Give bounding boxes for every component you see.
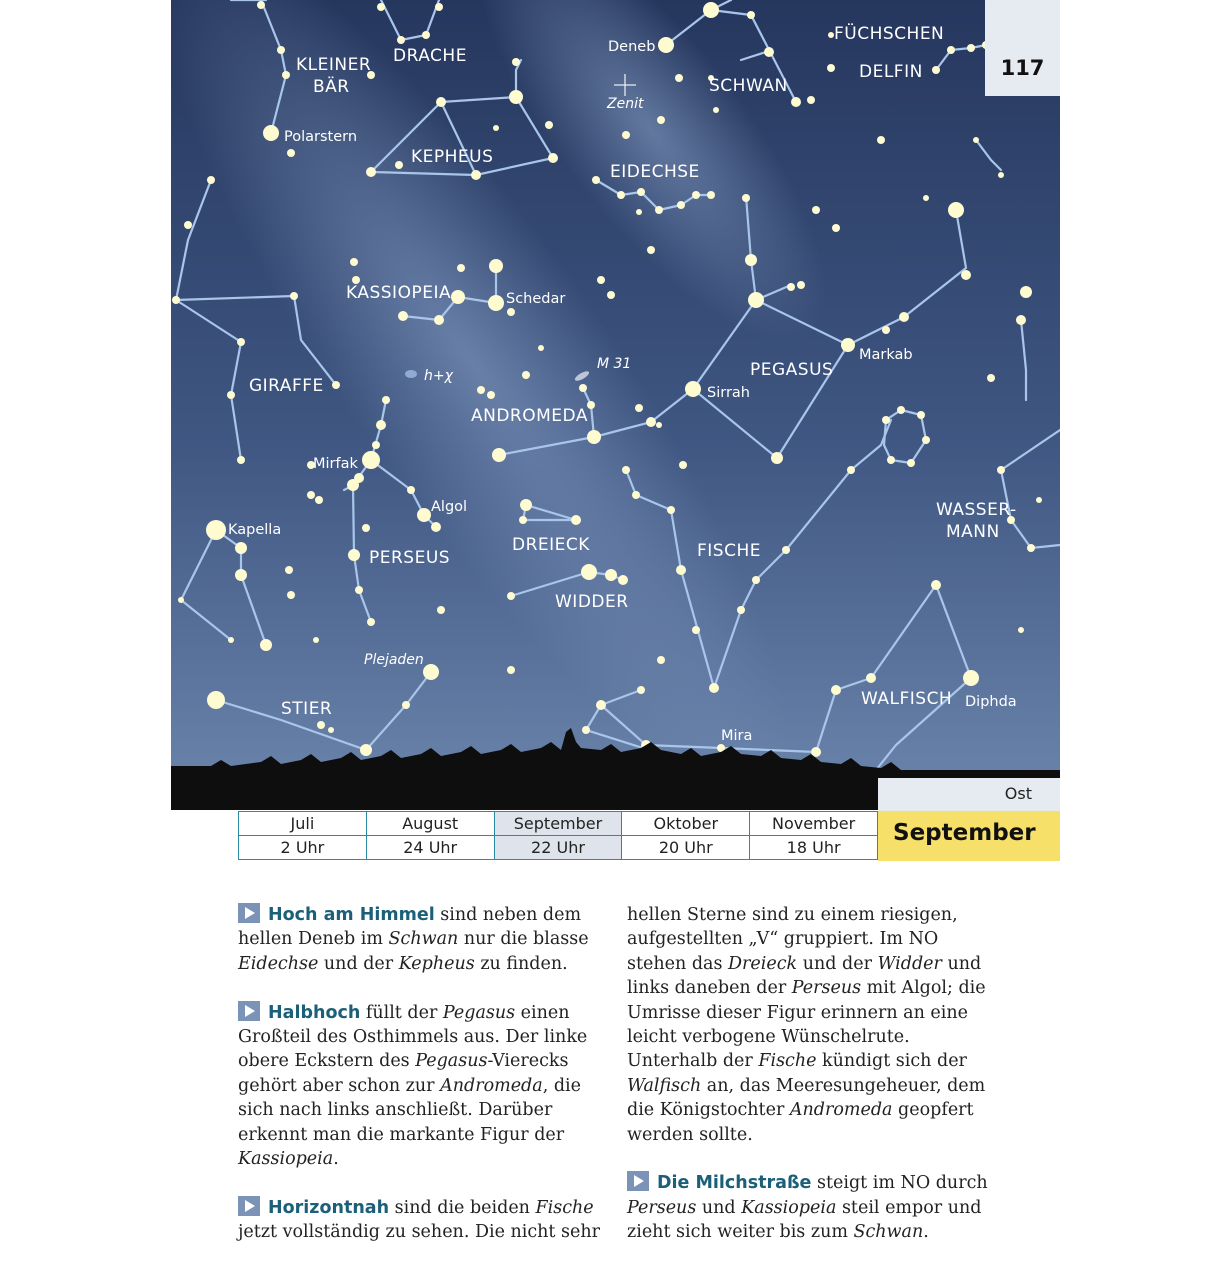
table-cell-month: August — [366, 812, 494, 836]
label-h-chi: h+χ — [424, 368, 453, 384]
table-cell-time: 20 Uhr — [622, 836, 750, 860]
observation-time-table — [238, 811, 878, 860]
text-run: Pegasus — [442, 1002, 516, 1023]
text-run: zu finden. — [474, 953, 568, 974]
text-run: Perseus — [791, 978, 862, 999]
label-kepheus: KEPHEUS — [411, 147, 494, 167]
text-run: Kassiopeia — [741, 1197, 837, 1218]
label-diphda: Diphda — [965, 694, 1017, 710]
month-title: September — [893, 820, 1036, 846]
text-run: mit Algol; die Umrisse dieser Figur erinnern an eine leicht verbogene Wünschelrute. Unterhalb der — [627, 978, 986, 1072]
table-cell-month: November — [750, 812, 878, 836]
text-run: Schwan — [388, 929, 459, 950]
text-run: hellen Sterne sind zu einem riesigen, aufgestellten „V“ gruppiert. Im NO stehen das — [627, 905, 958, 974]
label-deneb: Deneb — [608, 39, 656, 55]
label-widder: WIDDER — [555, 592, 629, 612]
text-run: und der — [797, 953, 878, 974]
text-run: -Vierecks gehört aber schon zur — [238, 1051, 569, 1096]
label-zenit: Zenit — [607, 96, 644, 112]
label-delfin: DELFIN — [859, 62, 923, 82]
label-sirrah: Sirrah — [707, 385, 750, 401]
text-run: sind die beiden — [389, 1197, 536, 1218]
label-mirfak: Mirfak — [313, 456, 358, 472]
label-fische: FISCHE — [697, 541, 761, 561]
text-run: Widder — [877, 953, 942, 974]
label-mira: Mira — [721, 728, 753, 744]
text-column-right — [627, 903, 992, 1269]
star-map — [171, 0, 1060, 810]
text-run: Kepheus — [398, 953, 475, 974]
text-run: und links daneben der — [627, 953, 982, 999]
text-run: Andromeda — [789, 1100, 893, 1121]
text-run: jetzt vollständig zu sehen. Die nicht sehr — [238, 1222, 600, 1243]
label-wassermann-2: MANN — [946, 522, 1000, 542]
keyword: Horizontnah — [268, 1197, 390, 1218]
table-cell-time: 24 Uhr — [366, 836, 494, 860]
text-run: Andromeda — [440, 1075, 543, 1096]
label-eidechse: EIDECHSE — [610, 162, 700, 182]
keyword: Halbhoch — [268, 1002, 361, 1023]
play-arrow-icon — [238, 903, 260, 923]
label-kleiner-baer-1: KLEINER — [296, 55, 372, 75]
label-kleiner-baer-2: BÄR — [313, 77, 350, 97]
label-andromeda: ANDROMEDA — [471, 406, 588, 426]
table-cell-time: 2 Uhr — [239, 836, 367, 860]
text-run: und der — [318, 953, 399, 974]
text-run: Schwan — [853, 1222, 924, 1243]
table-cell-month-highlighted: September — [494, 812, 622, 836]
text-run: sind neben dem hellen Deneb im — [238, 905, 582, 950]
text-run: Pegasus — [415, 1051, 488, 1072]
table-cell-month: Oktober — [622, 812, 750, 836]
label-kapella: Kapella — [228, 522, 282, 538]
paragraph-milchstrasse — [627, 1171, 992, 1244]
label-dreieck: DREIECK — [512, 535, 590, 555]
text-run: kündigt sich der — [816, 1051, 967, 1072]
label-plejaden: Plejaden — [364, 652, 424, 668]
label-m31: M 31 — [597, 356, 632, 372]
paragraph-horizontnah-continued — [627, 903, 992, 1147]
label-kassiopeia: KASSIOPEIA — [346, 283, 452, 303]
text-run: einen Großteil des Osthimmels aus. Der linke obere Eckstern des — [238, 1002, 588, 1072]
label-schwan: SCHWAN — [709, 76, 788, 96]
text-run: , die sich nach links anschließt. Darüber erkennt man die markante Figur der — [238, 1075, 581, 1145]
table-cell-time: 18 Uhr — [750, 836, 878, 860]
page-number: 117 — [1000, 56, 1045, 80]
text-run: Walfisch — [627, 1075, 702, 1096]
label-giraffe: GIRAFFE — [249, 376, 324, 396]
text-run: Kassiopeia — [238, 1149, 334, 1170]
text-run: Fische — [535, 1197, 594, 1218]
text-run: nur die blasse — [458, 929, 589, 950]
label-markab: Markab — [859, 347, 913, 363]
text-run: Dreieck — [728, 953, 798, 974]
label-pegasus: PEGASUS — [750, 360, 834, 380]
text-run: und — [696, 1197, 742, 1218]
text-run: steil empor und zieht sich weiter bis zum — [627, 1197, 982, 1243]
table-row-months — [239, 812, 878, 836]
label-algol: Algol — [431, 499, 468, 515]
text-run: geopfert werden sollte. — [627, 1100, 974, 1145]
text-run: füllt der — [360, 1002, 443, 1023]
play-arrow-icon — [238, 1001, 260, 1021]
label-walfisch: WALFISCH — [861, 689, 953, 709]
text-run: Perseus — [627, 1197, 697, 1218]
text-run: Fische — [758, 1051, 817, 1072]
text-run: an, das Meeresungeheuer, dem die Königstochter — [627, 1075, 986, 1121]
text-run: Eidechse — [238, 953, 319, 974]
paragraph-halbhoch — [238, 1001, 603, 1172]
label-polarstern: Polarstern — [284, 129, 358, 145]
paragraph-hoch-am-himmel — [238, 903, 603, 976]
play-arrow-icon — [238, 1196, 260, 1216]
h-chi-cluster — [405, 370, 417, 378]
page-number-box — [985, 0, 1060, 96]
table-cell-time-highlighted: 22 Uhr — [494, 836, 622, 860]
text-run: . — [333, 1149, 339, 1170]
label-perseus: PERSEUS — [369, 548, 451, 568]
text-run: . — [923, 1222, 929, 1243]
label-drache: DRACHE — [393, 46, 467, 66]
label-stier: STIER — [281, 699, 333, 719]
keyword: Die Milchstraße — [657, 1173, 812, 1194]
text-run: steigt im NO durch — [811, 1173, 988, 1194]
keyword: Hoch am Himmel — [268, 905, 435, 925]
paragraph-horizontnah — [238, 1196, 603, 1245]
text-column-left — [238, 903, 603, 1269]
label-schedar: Schedar — [506, 291, 566, 307]
label-wassermann-1: WASSER- — [936, 500, 1017, 520]
table-cell-month: Juli — [239, 812, 367, 836]
label-fuechschen: FÜCHSCHEN — [834, 24, 945, 44]
play-arrow-icon — [627, 1171, 649, 1191]
table-row-times — [239, 836, 878, 860]
direction-label: Ost — [1004, 784, 1032, 803]
